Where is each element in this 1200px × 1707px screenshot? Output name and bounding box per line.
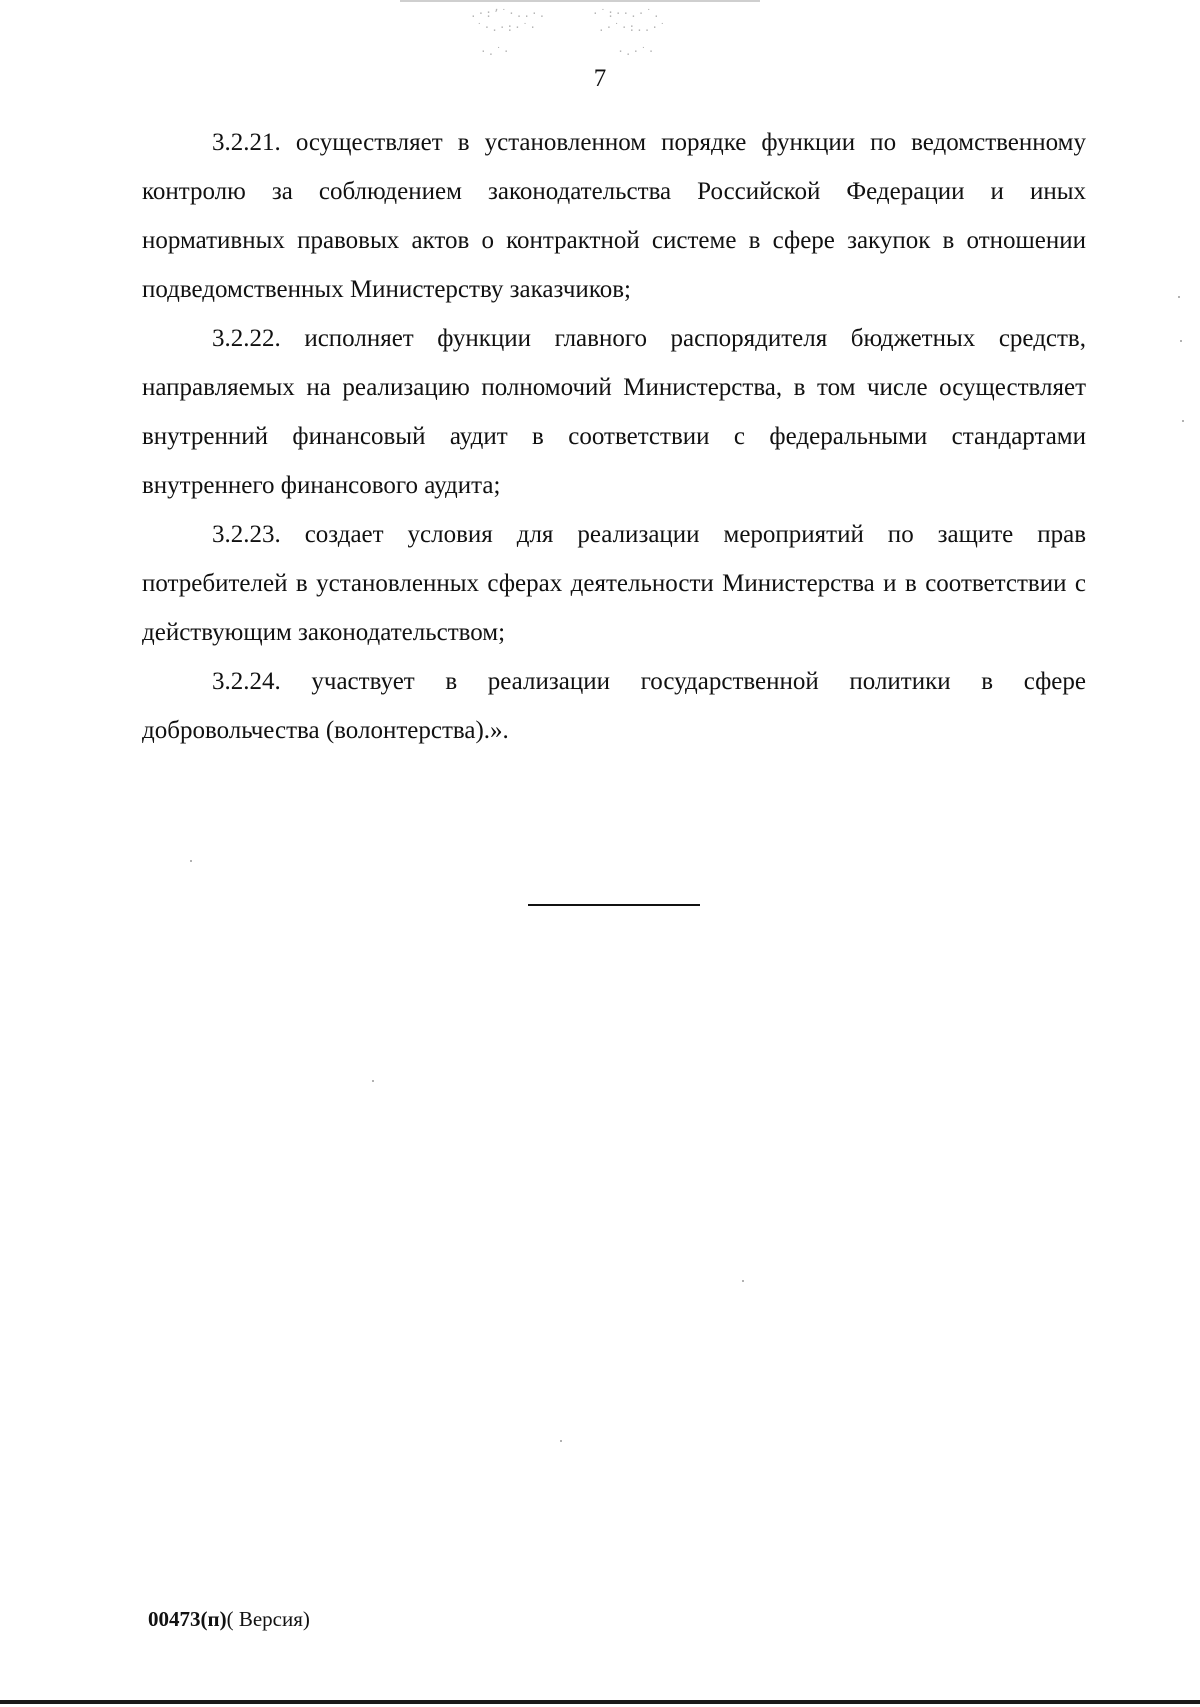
scan-speck <box>560 1440 562 1442</box>
scan-speck <box>1180 340 1182 342</box>
scan-artifact: ˙·.·:·˙· .·˙·:..·˙ <box>476 21 667 34</box>
scan-top-edge <box>400 0 760 2</box>
scan-artifact: ·.˙· ·.·˙· <box>480 45 656 58</box>
scan-speck <box>742 1280 744 1282</box>
paragraph-3-2-23: 3.2.23. создает условия для реализации мероприятий по защите прав потребителей в установленных сферах деятельности Министерства и в соответствии с действующим законодательством; <box>142 521 1086 646</box>
scan-speck <box>1178 296 1180 298</box>
scan-speck <box>1182 420 1184 422</box>
scan-bottom-edge <box>0 1700 1200 1704</box>
paragraph-3-2-21: 3.2.21. осуществляет в установленном порядке функции по ведомственному контролю за соблюдением законодательства Российской Федерации и иных нормативных правовых актов о контрактной системе в сфере закупок в отношении подведомственных Министерству заказчиков; <box>142 129 1086 303</box>
footer-version: ( Версия) <box>226 1607 310 1631</box>
scan-speck <box>372 1080 374 1082</box>
scan-speck <box>190 860 192 862</box>
paragraph-3-2-22: 3.2.22. исполняет функции главного распорядителя бюджетных средств, направляемых на реализацию полномочий Министерства, в том числе осуществляет внутренний финансовый аудит в соответствии с федеральными стандартами внутреннего финансового аудита; <box>142 325 1086 499</box>
paragraph-3-2-24: 3.2.24. участвует в реализации государственной политики в сфере добровольчества (волонтерства).». <box>142 668 1086 744</box>
footer-document-code <box>148 1606 310 1632</box>
footer-code: 00473(п) <box>148 1607 227 1631</box>
end-divider <box>528 904 700 906</box>
page-number: 7 <box>593 65 607 92</box>
document-body <box>142 118 1086 755</box>
scan-artifact: .·:ʼ˙·..·. ·˙:··.·˙. <box>470 7 661 20</box>
